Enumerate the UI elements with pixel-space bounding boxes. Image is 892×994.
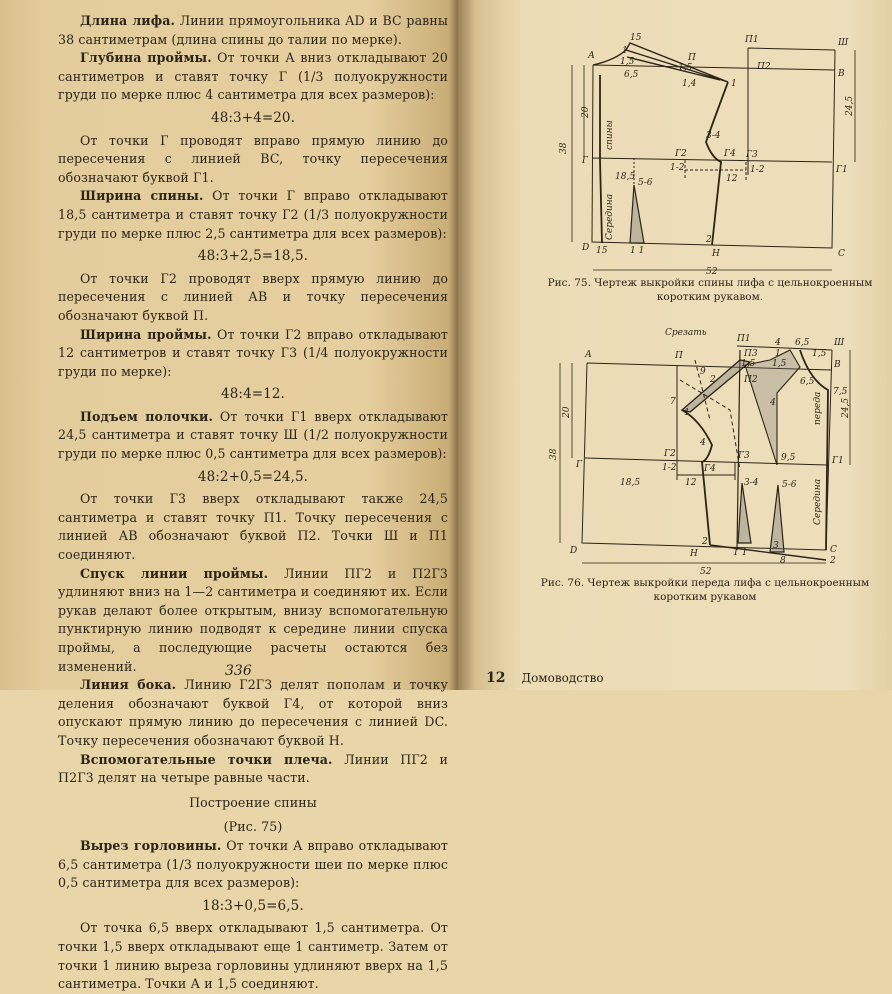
diagram-label: Г	[582, 156, 588, 166]
diagram-label: 1	[622, 46, 628, 56]
diagram-label: 2	[702, 537, 708, 547]
diagram-label: 4	[770, 398, 776, 408]
diagram-label: 15	[596, 246, 608, 256]
diagram-label: 1 1	[733, 548, 748, 558]
diagram-label: переда	[813, 391, 823, 425]
diagram-label: Г2	[675, 149, 687, 159]
paragraph	[58, 837, 448, 893]
diagram-label: 5-6	[638, 178, 653, 188]
diagram-label: С	[838, 249, 845, 259]
diagram-label: 1,5	[812, 349, 827, 359]
diagram-label: 52	[700, 567, 712, 577]
diagram-label: 1,5	[678, 63, 693, 73]
figure-75-caption: Рис. 75. Чертеж выкройки спины лифа с цельнокроенным коротким рукавом.	[547, 277, 873, 303]
diagram-label: 1,5	[620, 57, 635, 67]
diagram-label: Г1	[836, 165, 848, 175]
right-page-footer	[486, 670, 604, 686]
paragraph-lead: Ширина спины.	[80, 188, 204, 204]
diagram-label: 3	[773, 541, 779, 551]
section-heading: Построение спины	[189, 794, 317, 810]
paragraph-lead: Ширина проймы.	[80, 326, 212, 342]
paragraph-lead: Подъем полочки.	[80, 408, 213, 424]
paragraph-body: Линии прямоугольника AD и BC равны 38 сантиметрам (длина спины до талии по мерке).	[58, 13, 448, 47]
diagram-label: Срезать	[665, 328, 707, 338]
diagram-label: П2	[757, 62, 771, 72]
diagram-label: 12	[685, 478, 697, 488]
diagram-label: Середина	[813, 478, 823, 525]
diagram-label: 24,5	[845, 95, 855, 116]
paragraph-body: От точки Г1 вверх откладывают 24,5 сантиметра и ставят точку Ш (1/2 полуокружности груди по мерке плюс 0,5 сантиметра для всех размеров):	[58, 408, 448, 462]
diagram-label: В	[838, 69, 845, 79]
diagram-label: П1	[737, 334, 751, 344]
paragraph-body: От точки Г2 проводят вверх прямую линию до пересечения с линией АВ и точку пересечения обозначают буквой П.	[58, 270, 448, 323]
diagram-label: 7	[670, 397, 676, 407]
diagram-label: 3-4	[744, 478, 759, 488]
diagram-label: Г3	[746, 150, 758, 160]
diagram-label: 2	[710, 375, 716, 385]
diagram-label: 9	[700, 367, 706, 377]
diagram-label: спины	[605, 120, 615, 150]
diagram-label: Н	[712, 249, 720, 259]
diagram-label: Г1	[832, 456, 844, 466]
diagram-label: 6,5	[795, 338, 810, 348]
formula: 48:4=12.	[221, 386, 285, 403]
paragraph	[58, 919, 448, 993]
figure-76-caption: Рис. 76. Чертеж выкройки переда лифа с цельнокроенным коротким рукавом	[540, 577, 870, 603]
diagram-label: Н	[690, 549, 698, 559]
paragraph-body: Линии ПГ2 и П2Г3 делят на четыре равные части.	[58, 751, 448, 786]
diagram-label: П2	[744, 375, 758, 385]
diagram-label: П	[688, 53, 696, 63]
diagram-label: Г2	[664, 449, 676, 459]
paragraph-body: От точки Г проводят вправо прямую линию до пересечения с линией BC, точку пересечения обозначают буквой Г1.	[58, 132, 448, 185]
diagram-label: 4	[775, 338, 781, 348]
diagram-label: 1	[684, 408, 690, 418]
section-heading: (Рис. 75)	[223, 819, 283, 835]
diagram-label: 1 1	[630, 246, 645, 256]
diagram-label: D	[582, 243, 590, 253]
diagram-label: С	[830, 545, 837, 555]
paragraph-lead: Вырез горловины.	[80, 837, 222, 853]
diagram-label: 1	[731, 79, 737, 89]
formula: 48:3+4=20.	[211, 109, 295, 126]
diagram-label: 1	[775, 349, 781, 359]
formula: 48:3+2,5=18,5.	[197, 248, 309, 265]
paragraph-lead: Спуск линии проймы.	[80, 565, 269, 581]
diagram-label: 4	[700, 438, 706, 448]
diagram-label: 1,5	[772, 359, 787, 369]
diagram-label: 3-4	[706, 131, 721, 141]
diagram-label: 20	[581, 106, 591, 118]
diagram-label: Г4	[724, 149, 736, 159]
right-page-number: 12	[486, 670, 506, 686]
diagram-label: Ш	[838, 38, 849, 48]
diagram-label: А	[585, 350, 592, 360]
diagram-label: 5-6	[782, 480, 797, 490]
paragraph-body: От точки А вправо откладывают 6,5 сантиметра (1/3 полуокружности шеи по мерке плюс 0,5 сантиметра для всех размеров):	[58, 837, 448, 891]
diagram-label: 20	[562, 406, 572, 418]
diagram-label: D	[570, 546, 578, 556]
running-title: Домоводство	[521, 671, 604, 685]
paragraph-body: От точки Г3 вверх откладывают также 24,5 сантиметра и ставят точку П1. Точку пересечения с линией АВ обозначают буквой П2. Точки Ш и П1 соединяют.	[58, 491, 448, 563]
diagram-label: П3	[744, 349, 758, 359]
formula: 48:2+0,5=24,5.	[197, 468, 309, 485]
diagram-label: 8	[780, 556, 786, 566]
diagram-label: 2	[706, 235, 712, 245]
paragraph-lead: Глубина проймы.	[80, 50, 212, 66]
diagram-label: Г3	[738, 451, 750, 461]
diagram-label: П	[675, 351, 683, 361]
diagram-label: В	[834, 360, 841, 370]
diagram-label: 7,5	[833, 387, 848, 397]
diagram-label: 52	[706, 267, 718, 277]
diagram-label: 9,5	[781, 453, 796, 463]
paragraph-lead: Линия бока.	[80, 677, 177, 693]
diagram-label: Г4	[704, 464, 716, 474]
diagram-label: 1,5	[741, 359, 756, 369]
paragraph-body: От точка 6,5 вверх откладывают 1,5 сантиметра. От точки 1,5 вверх откладывают еще 1 сантиметр. Затем от точки 1 линию выреза горловины удлиняют вверх на 1,5 сантиметра. Точки А и 1,5 соединяют.	[58, 920, 448, 992]
diagram-label: 6,5	[624, 70, 639, 80]
diagram-label: 18,5	[615, 172, 636, 182]
paragraph-body: Линии ПГ2 и П2Г3 удлиняют вниз на 1—2 сантиметра и соединяют их. Если рукав делают более открытым, внизу вспомогательную пунктирную линию подводят к середине линии спуска проймы, а последующие расчеты остаются без изменений.	[58, 565, 448, 674]
paragraph-body: Линию Г2Г3 делят пополам и точку деления обозначают буквой Г4, от которой вниз опускают прямую линию до пересечения с линией DC. Точку пересечения обозначают буквой Н.	[58, 677, 448, 748]
diagram-label: 6,5	[800, 377, 815, 387]
diagram-label: 1-2	[750, 165, 765, 175]
diagram-label: 24,5	[841, 397, 851, 418]
left-page-number: 336	[225, 663, 252, 679]
formula: 18:3+0,5=6,5.	[202, 897, 304, 914]
diagram-label: 12	[726, 174, 738, 184]
paragraph-body: От точки Г вправо откладывают 18,5 сантиметра и ставят точку Г2 (1/3 полуокружности груди по мерке плюс 2,5 сантиметра для всех размеров):	[58, 188, 449, 241]
diagram-label: 38	[559, 142, 569, 154]
diagram-label: 1-2	[670, 163, 685, 173]
paragraph-body: От точки А вниз откладывают 20 сантиметров и ставят точку Г (1/3 полуокружности груди по мерке плюс 4 сантиметра для всех размеров):	[58, 50, 448, 103]
diagram-label: А	[588, 51, 595, 61]
diagram-label: 2	[830, 556, 836, 566]
diagram-label: 15	[630, 33, 642, 43]
diagram-label: 1,4	[682, 79, 697, 89]
paragraph	[58, 751, 448, 788]
diagram-label: 38	[549, 448, 559, 460]
paragraph-body: От точки Г2 вправо откладывают 12 сантиметров и ставят точку Г3 (1/4 полуокружности груди по мерке):	[58, 326, 448, 379]
diagram-label: П1	[745, 35, 759, 45]
diagram-label: Ш	[834, 338, 845, 348]
diagram-label: 18,5	[620, 478, 641, 488]
diagram-label: Середина	[605, 193, 615, 240]
paragraph-lead: Вспомогательные точки плеча.	[80, 751, 333, 767]
paragraph-lead: Длина лифа.	[80, 13, 175, 28]
diagram-label: 1-2	[662, 463, 677, 473]
diagram-label: Г	[576, 460, 582, 470]
